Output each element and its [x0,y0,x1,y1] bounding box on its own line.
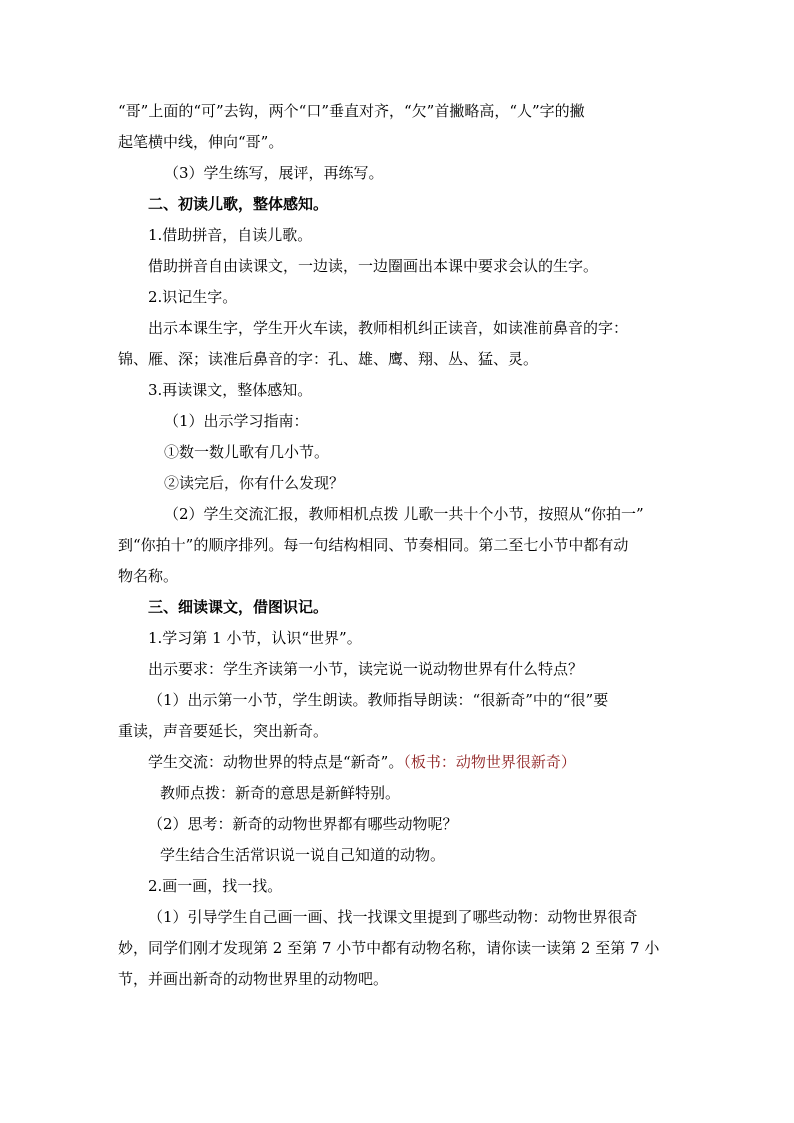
subsection-heading: 2.画一画，找一找。 [148,877,283,895]
paragraph-line: 重读，声音要延长，突出新奇。 [118,722,329,740]
paragraph-line [118,747,678,778]
subsection-heading: 1.学习第 1 小节，认识“世界”。 [148,629,362,647]
list-item: ②读完后，你有什么发现？ [164,474,345,492]
exchange-text: 学生交流：动物世界的特点是“新奇”。 [148,753,404,771]
paragraph-line: 出示要求：学生齐读第一小节，读完说一说动物世界有什么特点？ [148,660,584,678]
paragraph-line: 借助拼音自由读课文，一边读，一边圈画出本课中要求会认的生字。 [148,257,599,275]
paragraph-line: 节，并画出新奇的动物世界里的动物吧。 [118,970,389,988]
subsection-heading: 2.识记生字。 [148,288,238,306]
paragraph-line: （1）出示第一小节，学生朗读。教师指导朗读：“很新奇”中的“很”要 [148,691,609,709]
paragraph-line: 起笔横中线，伸向“哥”。 [118,133,284,151]
paragraph-line: 锦、雁、深；读准后鼻音的字：孔、雄、鹰、翔、丛、猛、灵。 [118,350,539,368]
paragraph-line: （2）学生交流汇报，教师相机点拨 儿歌一共十个小节，按照从“你拍一” [164,505,644,523]
paragraph-line: 出示本课生字，学生开火车读，教师相机纠正读音，如读准前鼻音的字： [148,319,629,337]
subsection-heading: 3.再读课文，整体感知。 [148,381,313,399]
paragraph-line: 学生结合生活常识说一说自己知道的动物。 [160,846,446,864]
paragraph-line: （1）出示学习指南： [164,412,309,430]
blackboard-note: （板书：动物世界很新奇） [403,753,576,771]
paragraph-line: （1）引导学生自己画一画、找一找课文里提到了哪些动物：动物世界很奇 [148,908,638,926]
list-item: ①数一数儿歌有几小节。 [164,443,330,461]
paragraph-line: （2）思考：新奇的动物世界都有哪些动物呢？ [148,815,458,833]
section-heading-3: 三、细读课文，借图识记。 [148,598,329,616]
paragraph-line: （3）学生练写，展评，再练写。 [164,164,384,182]
lesson-plan-body [118,96,678,995]
subsection-heading: 1.借助拼音，自读儿歌。 [148,226,313,244]
paragraph-line: 妙，同学们刚才发现第 2 至第 7 小节中都有动物名称，请你读一读第 2 至第 7 小 [118,939,660,957]
paragraph-line: “哥”上面的“可”去钩，两个“口”垂直对齐，“欠”首撇略高，“人”字的撇 [118,102,585,120]
section-heading-2: 二、初读儿歌，整体感知。 [148,195,329,213]
paragraph-line: 到“你拍十”的顺序排列。每一句结构相同、节奏相同。第二至七小节中都有动 [118,536,629,554]
paragraph-line: 教师点拨：新奇的意思是新鲜特别。 [160,784,401,802]
paragraph-line: 物名称。 [118,567,179,585]
